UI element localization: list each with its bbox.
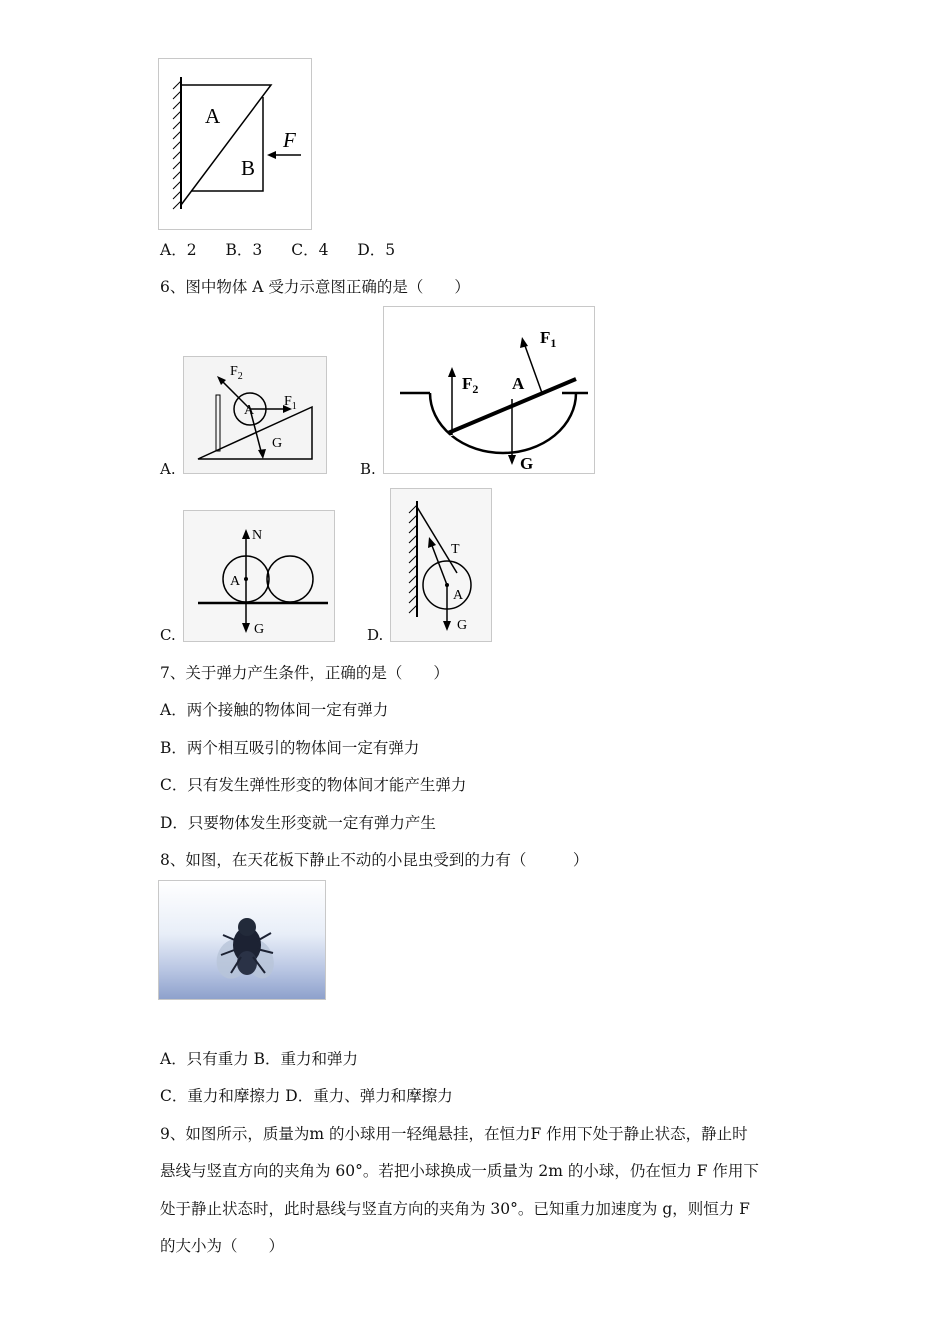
q7-stem: 7、关于弹力产生条件，正确的是（ ） [160,664,449,682]
ball-a-label: A [230,574,241,589]
q6-option-d-label: D. [367,626,384,644]
q6-figure-c [183,510,335,642]
q7-option-a: A．两个接触的物体间一定有弹力 [160,701,389,719]
q8-options-line1: A．只有重力 B．重力和弹力 [160,1050,359,1068]
tension-t-label: T [451,542,460,557]
gravity-g-label: G [272,436,283,451]
wedge-diagram [159,59,311,229]
fly-image [159,881,325,999]
q6-figure-b [383,306,595,474]
q7-option-c: C．只有发生弹性形变的物体间才能产生弹力 [160,776,467,794]
bowl-rod-diagram [384,307,594,473]
normal-n-label: N [252,528,263,543]
q6-option-b-label: B. [360,460,376,478]
q8-options-line2: C．重力和摩擦力 D．重力、弹力和摩擦力 [160,1087,453,1105]
force-f2-label: $F_2$ [462,374,479,396]
force-f1-label: $F_1$ [284,394,297,412]
force-f2-label: $F_2$ [230,364,243,382]
ball-a-label: A [244,403,255,418]
q9-line-2: 悬线与竖直方向的夹角为 60°。若把小球换成一质量为 2m 的小球，仍在恒力 F 作用下 [160,1162,759,1180]
two-balls-diagram [184,511,334,641]
ball-a-label: A [453,588,464,603]
q6-option-c-label: C. [160,626,176,644]
q6-stem: 6、图中物体 A 受力示意图正确的是（ ） [160,278,470,296]
q8-stem: 8、如图，在天花板下静止不动的小昆虫受到的力有（ ） [160,851,589,869]
q5-options [160,240,395,260]
label-a: A [205,104,221,128]
q9-line-4: 的大小为（ ） [160,1237,285,1255]
q5-option-d: D．5 [357,241,396,259]
q7-option-d: D．只要物体发生形变就一定有弹力产生 [160,814,436,832]
gravity-g-label: G [457,618,468,633]
q6-figure-d [390,488,492,642]
q8-fly-photo [158,880,326,1000]
hanging-ball-diagram [391,489,491,641]
q7-option-b: B．两个相互吸引的物体间一定有弹力 [160,739,420,757]
q9-line-1: 9、如图所示，质量为m 的小球用一轻绳悬挂，在恒力F 作用下处于静止状态，静止时 [160,1125,748,1143]
q6-option-a-label: A. [160,460,176,478]
gravity-g-label: G [520,454,534,473]
q5-figure [158,58,312,230]
rod-a-label: A [512,374,525,393]
force-f1-label: $F_1$ [540,328,557,350]
q5-option-a: A．2 [160,241,197,259]
incline-ball-diagram [184,357,326,473]
q5-option-c: C．4 [291,241,329,259]
label-b: B [241,156,256,180]
gravity-g-label: G [254,622,265,637]
q9-line-3: 处于静止状态时，此时悬线与竖直方向的夹角为 30°。已知重力加速度为 g，则恒力 F [160,1200,750,1218]
q5-option-b: B．3 [225,241,263,259]
q6-figure-a [183,356,327,474]
label-f: F [283,128,296,152]
